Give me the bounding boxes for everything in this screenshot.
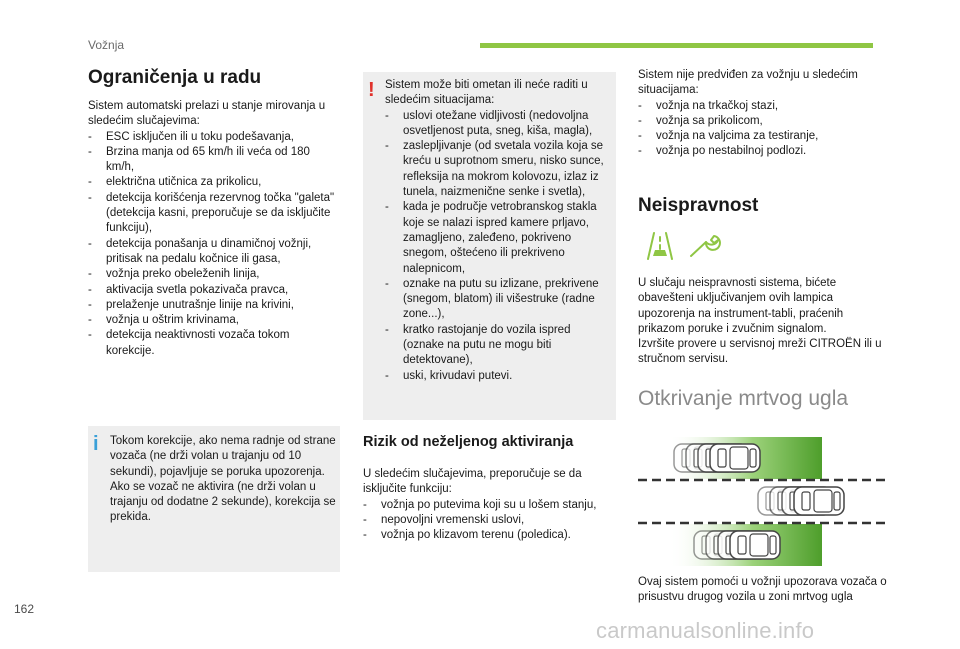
- not-intended-body: [638, 68, 888, 160]
- fault-p2: Izvršite provere u servisnoj mreži CITROËN ili u stručnom servisu.: [638, 338, 882, 366]
- page-number: 162: [14, 602, 35, 616]
- fault-title: Neispravnost: [638, 195, 759, 216]
- not-intended-intro: Sistem nije predviđen za vožnju u sledećim situacijama:: [638, 69, 858, 97]
- not-intended-item: - vožnja sa prikolicom,: [638, 114, 888, 129]
- section-label: Vožnja: [88, 38, 125, 52]
- limitation-item: - prelaženje unutrašnje linije na krivini,: [88, 298, 340, 313]
- warning-intro: Sistem može biti ometan ili neće raditi u sledećim situacijama:: [385, 79, 588, 107]
- info-icon: i: [93, 433, 99, 455]
- limitations-body: [88, 99, 340, 359]
- info-box: [88, 426, 340, 572]
- info-p2: Ako se vozač ne aktivira (ne drži volan u trajanju od dodatne 2 sekunde), korekcija se prekida.: [110, 480, 336, 524]
- warning-item: - kada je područje vetrobranskog stakla koje se nalazi ispred kamere prljavo, zamagljeno, zaleđeno, pokriveno snegom, oštećeno ili prekriveno nalepnicom,: [385, 200, 611, 276]
- blind-spot-title: Otkrivanje mrtvog ugla: [638, 387, 849, 410]
- warning-item: - oznake na putu su izlizane, prekrivene (snegom, blatom) ili višestruke (radne zone...),: [385, 277, 611, 323]
- not-intended-item: - vožnja po nestabilnoj podlozi.: [638, 144, 888, 159]
- warning-box: [363, 72, 616, 420]
- risk-title: Rizik od neželjenog aktiviranja: [363, 434, 574, 450]
- limitations-intro: Sistem automatski prelazi u stanje mirovanja u sledećim slučajevima:: [88, 100, 326, 128]
- not-intended-list: [638, 99, 888, 160]
- limitations-title: Ograničenja u radu: [88, 67, 262, 88]
- limitation-item: - aktivacija svetla pokazivača pravca,: [88, 283, 340, 298]
- risk-list: [363, 498, 616, 544]
- warning-item: - uski, krivudavi putevi.: [385, 369, 611, 384]
- blind-spot-body: Ovaj sistem pomoći u vožnji upozorava vozača o prisustvu drugog vozila u zoni mrtvog ugla: [638, 576, 887, 604]
- risk-item: - nepovoljni vremenski uslovi,: [363, 513, 616, 528]
- fault-p1: U slučaju neispravnosti sistema, bićete obavešteni uključivanjem ovih lampica upozorenja na instrument-tabli, praćenih prikazom poruke i zvučnim signalom.: [638, 277, 844, 335]
- limitation-item: - ESC isključen ili u toku podešavanja,: [88, 130, 340, 145]
- blind-spot-illustration: [638, 432, 890, 566]
- risk-item: - vožnja po klizavom terenu (poledica).: [363, 528, 616, 543]
- wrench-icon: [688, 233, 722, 259]
- risk-item: - vožnja po putevima koji su u lošem stanju,: [363, 498, 616, 513]
- risk-intro: U sledećim slučajevima, preporučuje se da isključite funkciju:: [363, 468, 582, 496]
- limitation-item: - detekcija ponašanja u dinamičnoj vožnji, pritisak na pedalu kočnice ili gasa,: [88, 237, 340, 268]
- limitation-item: - vožnja preko obeleženih linija,: [88, 267, 340, 282]
- limitation-item: - Brzina manja od 65 km/h ili veća od 180 km/h,: [88, 145, 340, 176]
- limitations-list: [88, 130, 340, 359]
- section-accent-bar: [480, 43, 873, 48]
- not-intended-item: - vožnja na valjcima za testiranje,: [638, 129, 888, 144]
- watermark: carmanualsonline.info: [596, 618, 815, 643]
- warning-item: - zaslepljivanje (od svetala vozila koja se kreću u suprotnom smeru, nisko sunce, refleksija na mokrom kolovozu, izlaz iz tunela, naizmenične senke i svetla),: [385, 139, 611, 200]
- limitation-item: - detekcija korišćenja rezervnog točka "galeta" (detekcija kasni, preporučuje se da isključite funkciju),: [88, 191, 340, 237]
- not-intended-item: - vožnja na trkačkoj stazi,: [638, 99, 888, 114]
- fault-body: [638, 276, 888, 368]
- warning-list: [385, 109, 611, 384]
- info-p1: Tokom korekcije, ako nema radnje od strane vozača (ne drži volan u trajanju od 10 sekundi), pojavljuje se poruka upozorenja.: [110, 435, 336, 478]
- warning-icon: !: [368, 79, 375, 101]
- limitation-item: - detekcija neaktivnosti vozača tokom korekcije.: [88, 328, 340, 359]
- warning-item: - kratko rastojanje do vozila ispred (oznake na putu ne mogu biti detektovane),: [385, 323, 611, 369]
- warning-item: - uslovi otežane vidljivosti (nedovoljna osvetljenost puta, sneg, kiša, magla),: [385, 109, 611, 140]
- limitation-item: - vožnja u oštrim krivinama,: [88, 313, 340, 328]
- risk-body: [363, 467, 616, 543]
- limitation-item: - električna utičnica za prikolicu,: [88, 175, 340, 190]
